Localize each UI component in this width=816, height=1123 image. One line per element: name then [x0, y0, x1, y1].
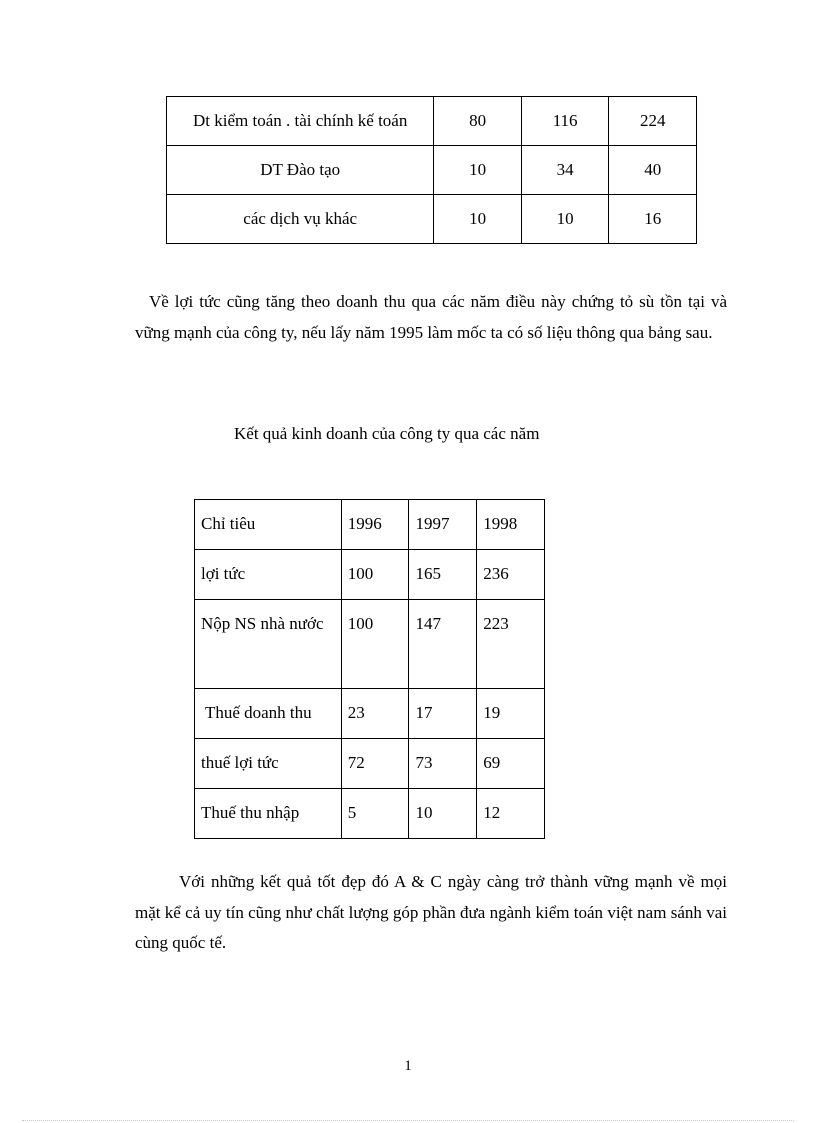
table-row — [195, 600, 545, 689]
row-label: Nộp NS nhà nước — [195, 600, 342, 689]
row-label: Dt kiểm toán . tài chính kế toán — [167, 97, 434, 146]
table-row — [195, 689, 545, 739]
cell-value: 116 — [521, 97, 609, 146]
cell-value: 23 — [341, 689, 409, 739]
cell-value: 100 — [341, 600, 409, 689]
cell-value: 236 — [477, 550, 545, 600]
cell-value: 147 — [409, 600, 477, 689]
cell-value: 69 — [477, 739, 545, 789]
cell-value: 224 — [609, 97, 697, 146]
revenue-table — [166, 96, 697, 244]
cell-value: 16 — [609, 195, 697, 244]
cell-value: 12 — [477, 789, 545, 839]
table-row — [195, 550, 545, 600]
header-cell: 1997 — [409, 500, 477, 550]
cell-value: 40 — [609, 146, 697, 195]
header-cell: 1996 — [341, 500, 409, 550]
cell-value: 73 — [409, 739, 477, 789]
business-results-table — [194, 499, 545, 839]
cell-value: 34 — [521, 146, 609, 195]
body-paragraph: Với những kết quả tốt đẹp đó A & C ngày càng trở thành vững mạnh về mọi mặt kể cả uy tín cũng như chất lượng góp phần đưa ngành kiểm toán việt nam sánh vai cùng quốc tế. — [135, 872, 727, 952]
header-cell: Chỉ tiêu — [195, 500, 342, 550]
row-label: lợi tức — [195, 550, 342, 600]
header-cell: 1998 — [477, 500, 545, 550]
cell-value: 223 — [477, 600, 545, 689]
cell-value: 10 — [434, 146, 522, 195]
table-row — [167, 97, 697, 146]
cell-value: 19 — [477, 689, 545, 739]
cell-value: 165 — [409, 550, 477, 600]
table-row — [167, 146, 697, 195]
cell-value: 100 — [341, 550, 409, 600]
cell-value: 80 — [434, 97, 522, 146]
cell-value: 10 — [521, 195, 609, 244]
table-title: Kết quả kinh doanh của công ty qua các năm — [234, 424, 540, 443]
table-row — [195, 739, 545, 789]
table-row — [195, 789, 545, 839]
cell-value: 10 — [409, 789, 477, 839]
cell-value: 72 — [341, 739, 409, 789]
table-row — [167, 195, 697, 244]
row-label: DT Đào tạo — [167, 146, 434, 195]
cell-value: 5 — [341, 789, 409, 839]
row-label: các dịch vụ khác — [167, 195, 434, 244]
cell-value: 17 — [409, 689, 477, 739]
row-label: Thuế thu nhập — [195, 789, 342, 839]
cell-value: 10 — [434, 195, 522, 244]
page-edge-divider — [22, 1120, 794, 1121]
row-label: thuế lợi tức — [195, 739, 342, 789]
table-header-row — [195, 500, 545, 550]
page-number: 1 — [404, 1058, 412, 1074]
row-label: Thuế doanh thu — [195, 689, 342, 739]
body-paragraph: Về lợi tức cũng tăng theo doanh thu qua các năm điều này chứng tỏ sù tồn tại và vững mạnh của công ty, nếu lấy năm 1995 làm mốc ta có số liệu thông qua bảng sau. — [135, 292, 727, 342]
